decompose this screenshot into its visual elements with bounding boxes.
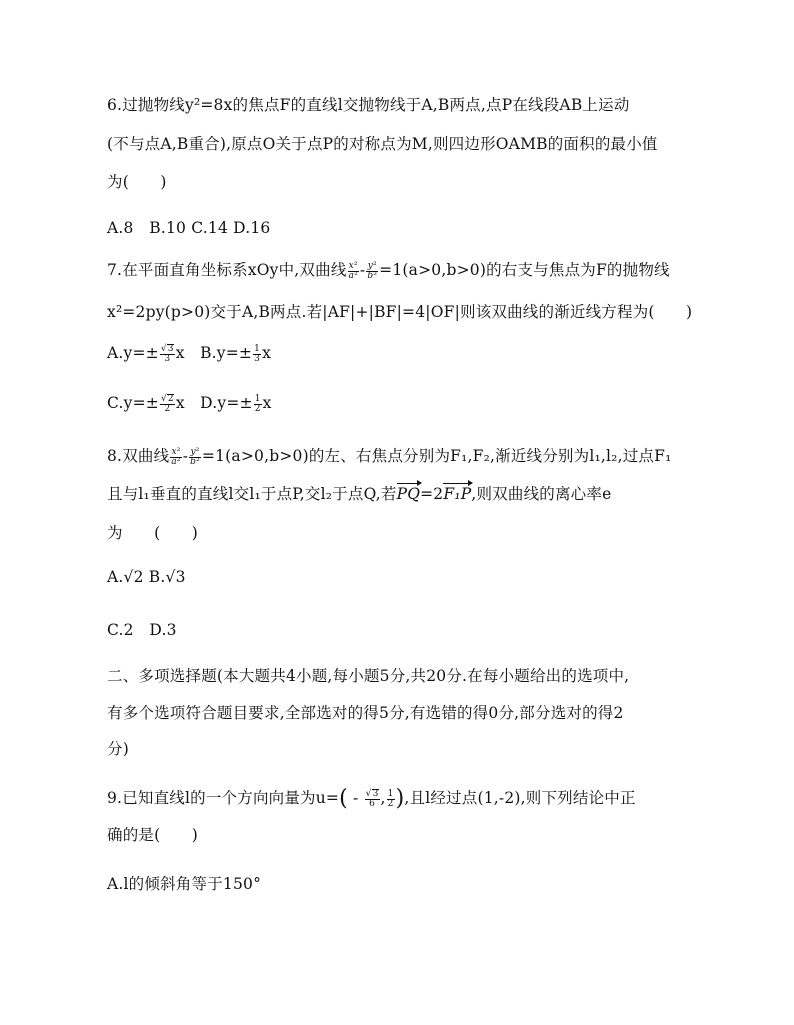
q7-option-b-label: B.y=± (200, 344, 253, 362)
q8-line2 (107, 482, 611, 504)
q6-line2: (不与点A,B重合),原点O关于点P的对称点为M,则四边形OAMB的面积的最小值 (107, 135, 658, 153)
q8-line1-text-b: =1(a>0,b>0)的左、右焦点分别为F₁,F₂,渐近线分别为l₁,l₂,过点F₁ (201, 447, 672, 465)
sqrt2-over-2-fraction: $\frac{√2}{2}$ (160, 394, 174, 414)
one-over-3-fraction: $\frac{1}{3}$ (254, 343, 261, 364)
q7-option-c-label: C.y=± (107, 394, 159, 412)
q7-line2: x²=2py(p>0)交于A,B两点.若|AF|+|BF|=4|OF|则该双曲线的渐近线方程为( ) (107, 303, 693, 321)
q8-line1: 8.双曲线 $\frac{\text{x²}}{\text{a²}}$ - $\frac{\text{y²}}{\text{b²}}$ =1(a>0,b>0)的左、右焦点分别为F₁,F₂,渐近线分别为l₁,l₂,过点F₁ (107, 446, 672, 467)
q7-line1: 7.在平面直角坐标系xOy中,双曲线 $\frac{\text{x²}}{\text{a²}}$ - $\frac{\text{y²}}{\text{b²}}$ =1(a>0,b>0)的右支与焦点为F的抛物线 (107, 260, 670, 281)
left-paren: ( (339, 786, 348, 811)
section2-line1: 二、多项选择题(本大题共4小题,每小题5分,共20分.在每小题给出的选项中, (107, 667, 630, 685)
q7-option-d-label: D.y=± (200, 394, 253, 412)
q9-option-a: A.l的倾斜角等于150° (107, 875, 262, 893)
sqrt3-over-3-fraction: $\frac{√3}{3}$ (160, 344, 174, 364)
q8-line2-text-b: =2 (420, 485, 444, 503)
q8-line2-text-a: 且与l₁垂直的直线l交l₁于点P,交l₂于点Q,若 (107, 485, 397, 503)
right-paren: ) (395, 786, 405, 811)
q7-options-ab: A.y=± $\frac{√3}{3}$ x B.y=± $\frac{1}{3}$ x (107, 343, 272, 364)
x2-over-a2-fraction: $\frac{\text{x²}}{\text{a²}}$ (171, 446, 181, 467)
q6-line1: 6.过抛物线y²=8x的焦点F的直线l交抛物线于A,B两点,点P在线段AB上运动 (107, 96, 630, 114)
one-over-2-fraction: $\frac{1}{2}$ (387, 788, 394, 809)
q8-line3: 为 ( ) (107, 524, 198, 542)
q6-options: A.8 B.10 C.14 D.16 (107, 219, 271, 237)
q7-line1-text-b: =1(a>0,b>0)的右支与焦点为F的抛物线 (379, 261, 670, 279)
q6-line3: 为( ) (107, 173, 167, 191)
q7-option-a-label: A.y=± (107, 344, 159, 362)
y2-over-b2-fraction: $\frac{\text{y²}}{\text{b²}}$ (367, 260, 378, 281)
q9-line1-text-b: ,且l经过点(1,-2),则下列结论中正 (404, 789, 636, 807)
one-over-2-fraction: $\frac{1}{2}$ (254, 393, 261, 414)
sqrt3-over-6-fraction: $\frac{√3}{6}$ (365, 789, 379, 809)
vector-f1p: F₁P (443, 485, 472, 503)
q8-line2-text-c: ,则双曲线的离心率e (471, 485, 612, 503)
q8-line1-text-a: 8.双曲线 (107, 447, 170, 465)
x2-over-a2-fraction: $\frac{\text{x²}}{\text{a²}}$ (348, 260, 358, 281)
q8-options-ab: A.√2 B.√3 (107, 568, 186, 586)
q9-line2: 确的是( ) (107, 826, 198, 844)
vector-pq: PQ (396, 485, 421, 503)
q8-options-cd: C.2 D.3 (107, 621, 177, 639)
section2-line2: 有多个选项符合题目要求,全部选对的得5分,有选错的得0分,部分选对的得2 (107, 704, 624, 722)
q9-line1-text-a: 9.已知直线l的一个方向向量为u= (107, 789, 340, 807)
q7-options-cd: C.y=± $\frac{√2}{2}$ x D.y=± $\frac{1}{2}$ x (107, 393, 272, 414)
q7-line1-text-a: 7.在平面直角坐标系xOy中,双曲线 (107, 261, 347, 279)
q9-line1: 9.已知直线l的一个方向向量为u=( - $\frac{√3}{6}$ , $\frac{1}{2}$ ),且l经过点(1,-2),则下列结论中正 (107, 786, 636, 811)
y2-over-b2-fraction: $\frac{\text{y²}}{\text{b²}}$ (190, 446, 200, 467)
section2-line3: 分) (107, 740, 129, 758)
